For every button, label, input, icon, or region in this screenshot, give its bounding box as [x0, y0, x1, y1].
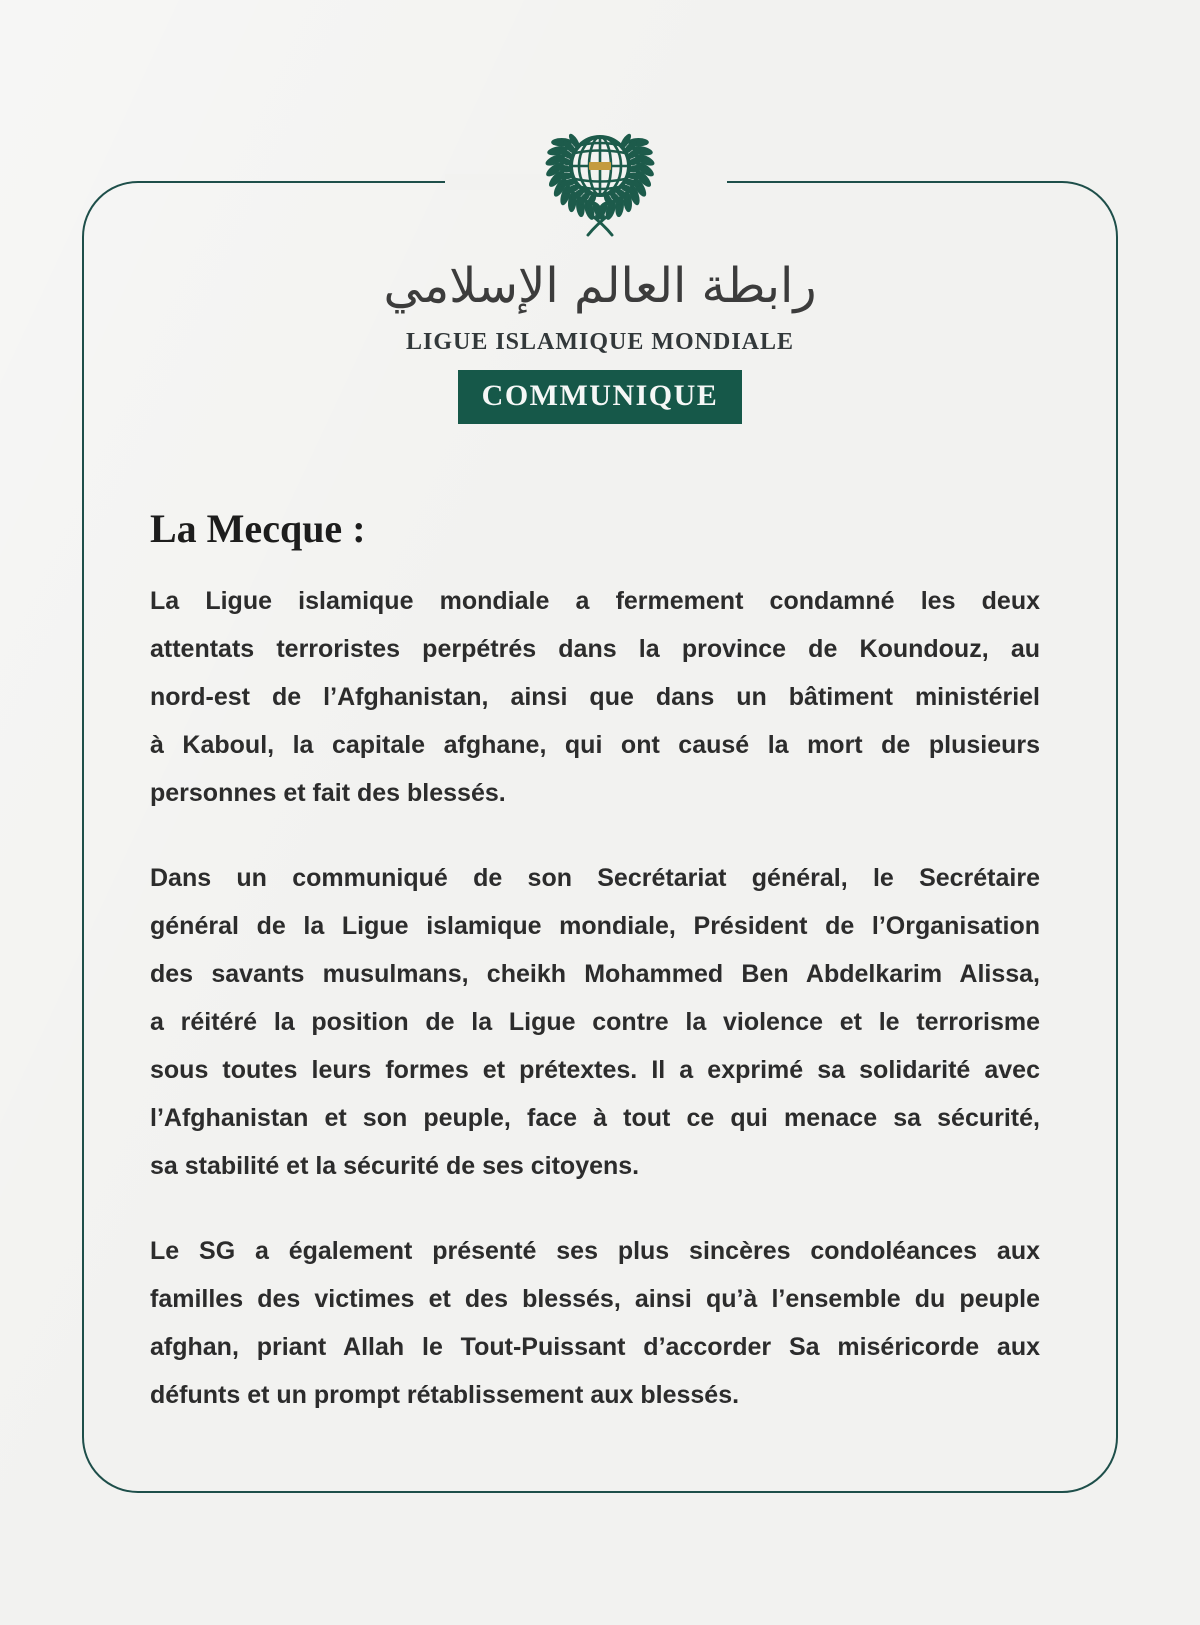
dateline-heading: La Mecque : [150, 506, 366, 551]
paragraph-3 [150, 1227, 1040, 1419]
brand-header [0, 108, 1200, 424]
text-line: sa stabilité et la sécurité de ses citoyens. [150, 1152, 640, 1180]
communique-banner [458, 370, 743, 424]
text-line: l’Afghanistan et son peuple, face à tout ce qui menace sa sécurité, [150, 1104, 1040, 1132]
text-line: a réitéré la position de la Ligue contre la violence et le terrorisme [150, 1008, 1040, 1036]
text-line: attentats terroristes perpétrés dans la province de Koundouz, au [150, 635, 1040, 663]
text-line: Dans un communiqué de son Secrétariat général, le Secrétaire [150, 864, 1040, 892]
text-line: familles des victimes et des blessés, ainsi qu’à l’ensemble du peuple [150, 1285, 1040, 1313]
communique-banner-label: COMMUNIQUE [481, 379, 719, 412]
arabic-org-name: رابطة العالم الإسلامي [383, 258, 817, 314]
text-line: sous toutes leurs formes et prétextes. Il a exprimé sa solidarité avec [150, 1056, 1040, 1084]
communique-body [150, 505, 1040, 1419]
text-line: nord-est de l’Afghanistan, ainsi que dans un bâtiment ministériel [150, 683, 1040, 711]
text-line: personnes et fait des blessés. [150, 779, 506, 807]
laurel-wreath-globe-icon [532, 108, 668, 240]
text-line: afghan, priant Allah le Tout-Puissant d’accorder Sa miséricorde aux [150, 1333, 1040, 1361]
text-line: Le SG a également présenté ses plus sincères condoléances aux [150, 1237, 1040, 1265]
paragraph-1 [150, 577, 1040, 817]
text-line: défunts et un prompt rétablissement aux blessés. [150, 1381, 740, 1409]
text-line: à Kaboul, la capitale afghane, qui ont causé la mort de plusieurs [150, 731, 1040, 759]
paragraph-2 [150, 854, 1040, 1190]
text-line: La Ligue islamique mondiale a fermement condamné les deux [150, 587, 1040, 615]
kaaba-gold-mark [589, 162, 611, 170]
text-line: des savants musulmans, cheikh Mohammed Ben Abdelkarim Alissa, [150, 960, 1040, 988]
text-line: général de la Ligue islamique mondiale, Président de l’Organisation [150, 912, 1040, 940]
org-name-latin: LIGUE ISLAMIQUE MONDIALE [405, 329, 795, 355]
